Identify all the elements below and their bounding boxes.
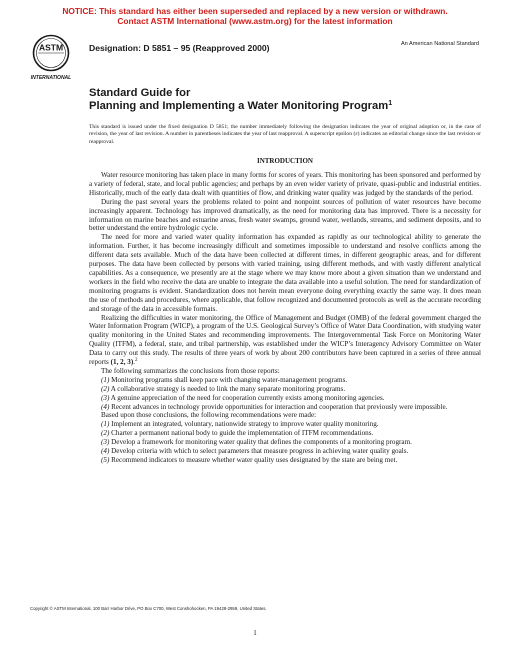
title-footnote-mark: 1 <box>388 100 393 107</box>
logo-mark: ASTM <box>38 42 64 53</box>
footnote-mark: 2 <box>135 358 138 364</box>
withdrawal-notice <box>0 6 510 26</box>
title-line-1: Standard Guide for <box>89 87 191 99</box>
national-standard-label: An American National Standard <box>400 41 479 47</box>
reference-citation: (1, 2, 3) <box>110 358 134 367</box>
paragraph: Based upon those conclusions, the following recommendations were made: <box>101 411 317 420</box>
list-item: (5) Recommend indicators to measure whether water quality uses designated by the state are being met. <box>101 456 398 464</box>
paragraph: The following summarizes the conclusions from those reports: <box>101 366 280 375</box>
paragraph: Water resource monitoring has taken place in many forms for scores of years. This monitoring has been sponsored and performed by a variety of federal, state, and local public agencies; and perhaps by an even wider variety of private, quasi-public and industrial entities. Historically, much of the early data dealt with quantities of flow, and drinking water quality was judged by the standards of the period. <box>89 171 481 197</box>
designation: Designation: D 5851 – 95 (Reapproved 2000) <box>89 43 270 53</box>
list-item: (1) Monitoring programs shall keep pace with changing water-management programs. <box>101 375 348 384</box>
notice-line-2: Contact ASTM International (www.astm.org) for the latest information <box>117 16 393 26</box>
list-item: (4) Recent advances in technology provide opportunities for interaction and cooperation that previously were impossible. <box>101 402 448 411</box>
list-item: (3) Develop a framework for monitoring water quality that defines the components of a monitoring program. <box>101 438 412 447</box>
list-item: (2) A collaborative strategy is needed to link the many separate monitoring programs. <box>101 384 346 393</box>
notice-line-1: NOTICE: This standard has either been superseded and replaced by a new version or withdrawn. <box>62 6 448 16</box>
paragraph: During the past several years the problems related to point and nonpoint sources of pollution of water resources have become increasingly apparent. Technology has improved dramatically, as the need for monitoring data has improved. There is a necessity for information on marine beaches and estuarine areas, fresh water swamps, ground water, wetlands, streams, and sediment deposits, and to better understand the entire hydrologic cycle. <box>89 197 481 233</box>
introduction-body <box>89 171 481 465</box>
list-item: (1) Implement an integrated, voluntary, nationwide strategy to improve water quality monitoring. <box>101 420 379 429</box>
list-item: (2) Charter a permanent national body to guide the implementation of ITFM recommendations. <box>101 429 374 438</box>
list-item: (3) A genuine appreciation of the need for cooperation currently exists among monitoring agencies. <box>101 393 385 402</box>
page-number: 1 <box>253 629 257 637</box>
list-item: (4) Develop criteria with which to select parameters that measure progress in achieving water quality goals. <box>101 447 409 456</box>
copyright-notice: Copyright © ASTM International, 100 Barr Harbor Drive, PO Box C700, West Conshohocken, PA 19428-2959, United States. <box>30 606 267 611</box>
document-title <box>89 87 392 113</box>
issuance-statement: This standard is issued under the fixed designation D 5851; the number immediately following the designation indicates the year of original adoption or, in the case of revision, the year of last revision. A number in parentheses indicates the year of last reapproval. A superscript epsilon (ε) indicates an editorial change since the last revision or reapproval. <box>89 124 481 145</box>
logo-subtext: INTERNATIONAL <box>30 75 72 81</box>
introduction-heading: INTRODUCTION <box>256 157 313 165</box>
title-line-2: Planning and Implementing a Water Monitoring Program$^1$ <box>89 100 393 112</box>
paragraph: The need for more and varied water quality information has expanded as rapidly as our technological ability to generate the information. Further, it has become increasingly difficult and sometimes impossible to understand and resolve conflicts among the different data sets available. Much of the data have been collected at different times, in different geographic areas, and for different purposes. The data have been collected by persons with varied training, using different methods, and with vastly different analytical capabilities. As a consequence, we presently are at the stage where we may know more about a given situation than we understand and workers in the field who receive the data are unable to integrate the data available into a useful solution. The need for standardization of monitoring programs is evident. Standardization does not herein mean everyone doing everything exactly the same way. It does mean the use of methods and procedures, where applicable, that follow recognized and documented protocols as well as the accurate recording and storage of the data in accessible formats. <box>89 233 481 313</box>
astm-logo <box>30 33 72 81</box>
paragraph: Realizing the difficulties in water monitoring, the Office of Management and Budget (OMB) of the federal government charged the Water Information Program (WICP), a program of the U.S. Geological Survey’s Office of Water Data Coordination, with studying water quality monitoring in the United States and recommending improvements. The Intergovernmental Task Force on Monitoring Water Quality (ITFM), a federal, state, and tribal partnership, was established under the WICP’s Interagency Advisory Committee on Water Data to carry out this study. The results of three years of work by about 200 contributors have been captured in a series of three annual reports (1, 2, 3).$^2$ <box>89 313 481 367</box>
